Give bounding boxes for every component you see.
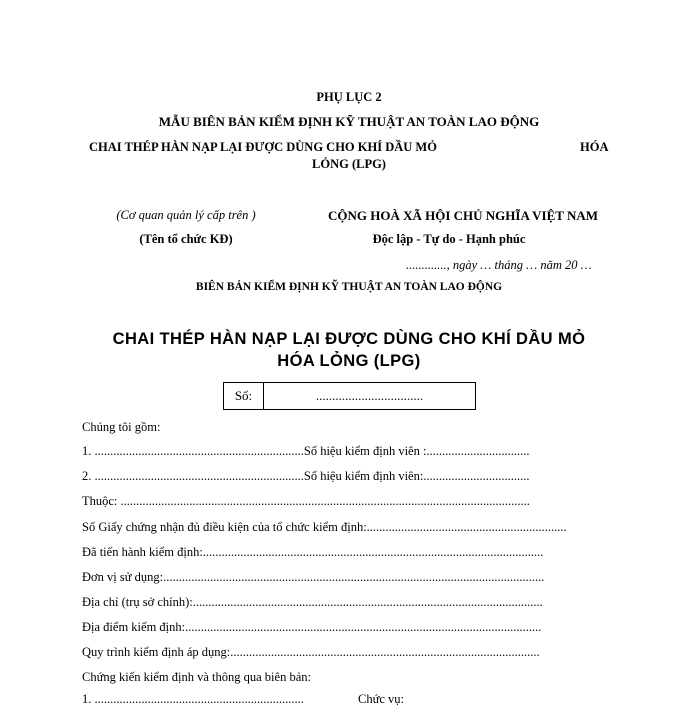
date-line: ............., ngày … tháng … năm 20 …: [406, 258, 592, 272]
country-name: CỘNG HOÀ XÃ HỘI CHỦ NGHĨA VIỆT NAM: [327, 208, 599, 223]
number-label: Số:: [224, 383, 264, 409]
intro-text: Chúng tôi gồm:: [82, 420, 161, 434]
witness-1-position[interactable]: Chức vụ:: [358, 692, 405, 706]
organization-line[interactable]: Thuộc: ...................................................................................................................................: [82, 494, 530, 508]
inspection-location-line[interactable]: Địa điểm kiểm định:..................................................................................................................: [82, 620, 542, 634]
record-title: BIÊN BẢN KIỂM ĐỊNH KỸ THUẬT AN TOÀN LAO ĐỘNG: [195, 281, 503, 293]
user-unit-line[interactable]: Đơn vị sử dụng:..........................................................................................................................: [82, 570, 545, 584]
main-title-line-1: CHAI THÉP HÀN NẠP LẠI ĐƯỢC DÙNG CHO KHÍ DẦU MỎ: [112, 330, 586, 348]
inspection-performed-line[interactable]: Đã tiến hành kiểm định:.............................................................................................................: [82, 545, 544, 559]
procedure-line[interactable]: Quy trình kiểm định áp dụng:...................................................................................................: [82, 645, 540, 659]
inspector-2-line[interactable]: 2. ...................................................................Số hiệu kiểm định viên:..................................: [82, 469, 530, 483]
national-motto: Độc lập - Tự do - Hạnh phúc: [372, 232, 526, 246]
address-line[interactable]: Địa chỉ (trụ sở chính):................................................................................................................: [82, 595, 543, 609]
agency-parent: (Cơ quan quản lý cấp trên ): [116, 208, 256, 222]
witness-heading: Chứng kiến kiểm định và thông qua biên bản:: [82, 670, 311, 684]
number-value-field[interactable]: .................................: [315, 388, 424, 403]
agency-name: (Tên tổ chức KĐ): [139, 232, 233, 246]
form-title: MẪU BIÊN BẢN KIỂM ĐỊNH KỸ THUẬT AN TOÀN LAO ĐỘNG: [158, 114, 540, 129]
witness-1-line[interactable]: 1. ...................................................................: [82, 692, 304, 706]
subject-line-1-end: HÓA: [580, 140, 609, 154]
appendix-label: PHỤ LỤC 2: [316, 90, 382, 104]
inspector-1-line[interactable]: 1. ...................................................................Số hiệu kiểm định viên :.................................: [82, 444, 530, 458]
main-title-line-2: HÓA LỎNG (LPG): [277, 352, 421, 370]
certificate-number-line[interactable]: Số Giấy chứng nhận đủ điều kiện của tổ chức kiểm định:................................................................: [82, 520, 567, 534]
subject-line-2: LỎNG (LPG): [312, 157, 386, 171]
subject-line-1: CHAI THÉP HÀN NẠP LẠI ĐƯỢC DÙNG CHO KHÍ DẦU MỎ: [89, 140, 437, 154]
document-number-box: [223, 382, 476, 410]
